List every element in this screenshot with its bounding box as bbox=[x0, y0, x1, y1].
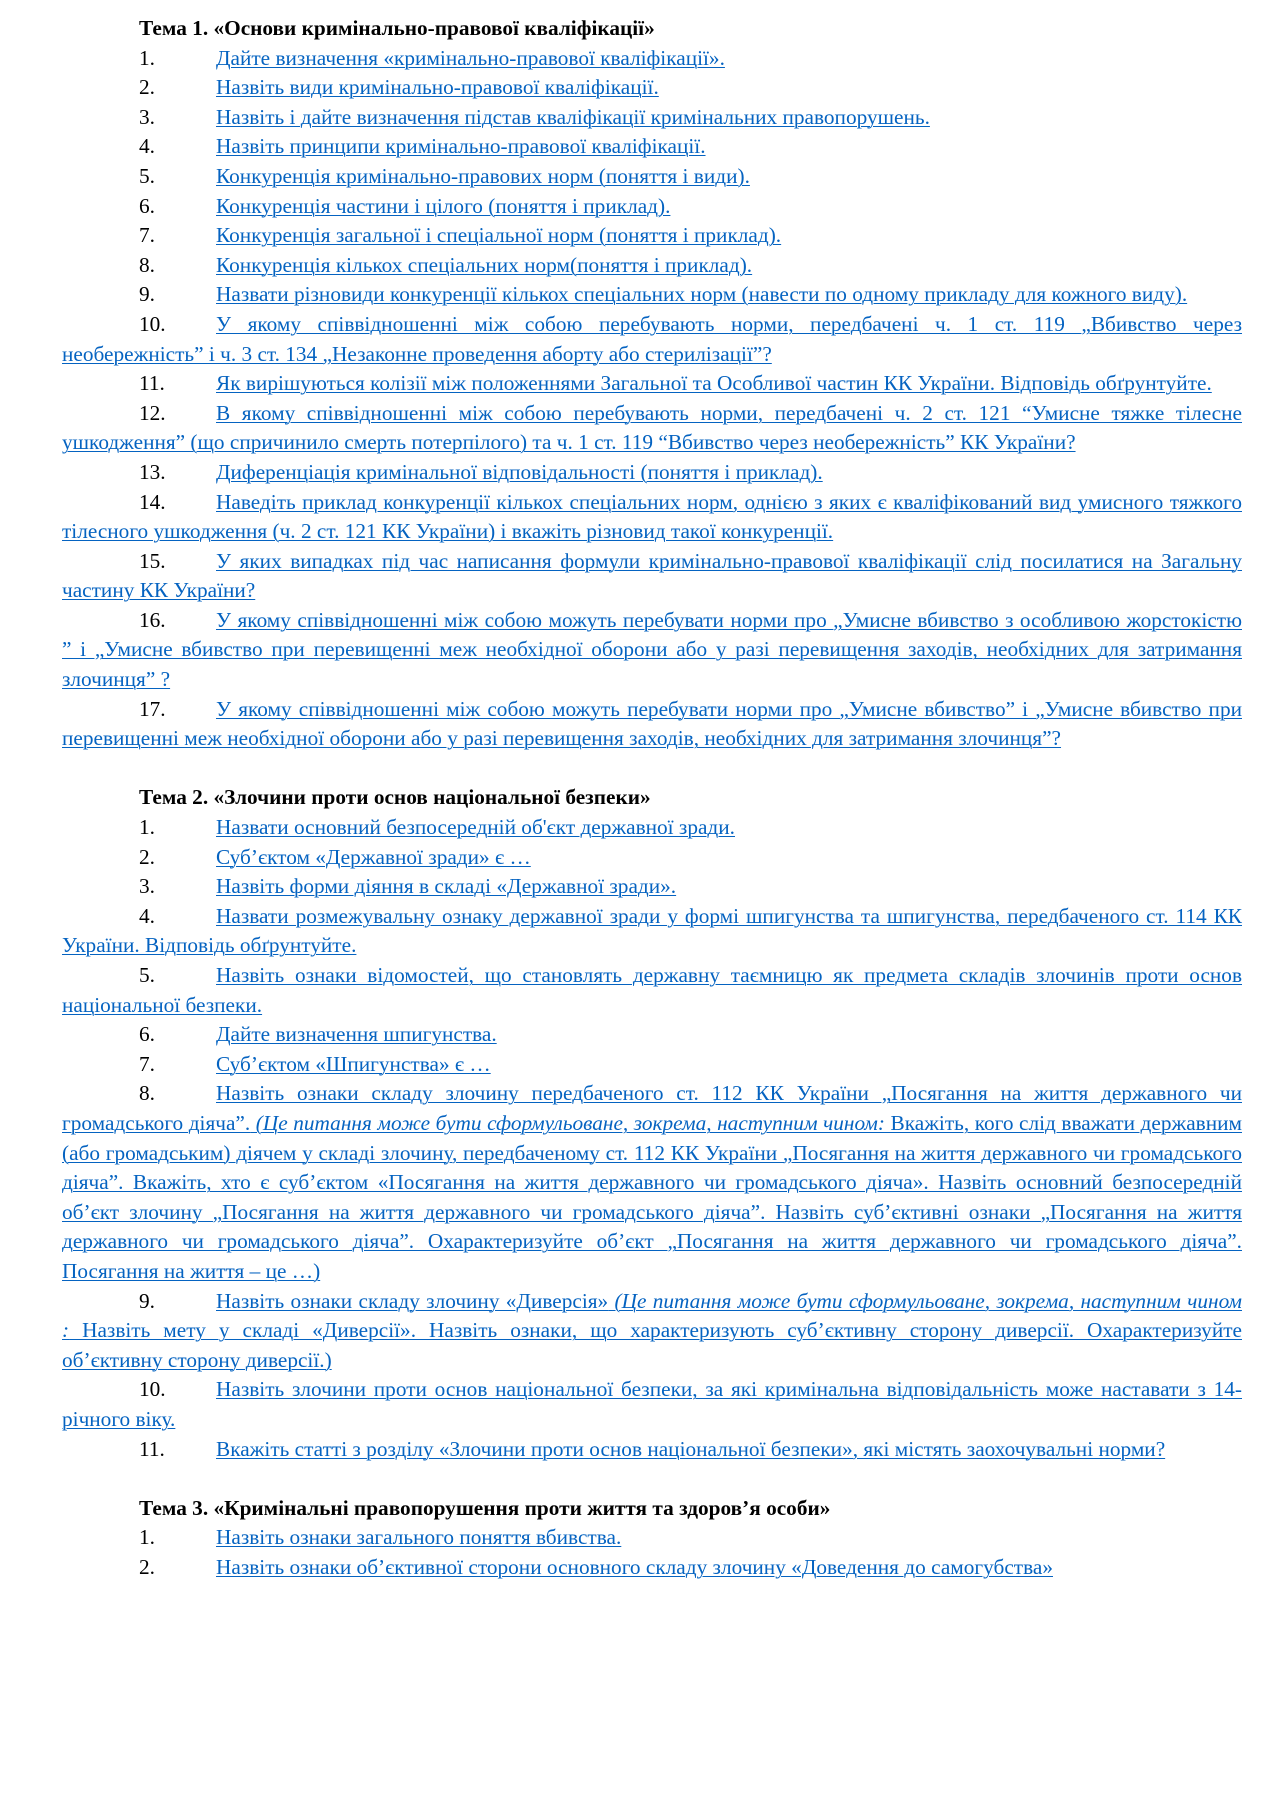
question-link[interactable]: Назвіть ознаки відомостей, що становлять державну таємницю як предмета складів злочинів проти основ національної безпеки. bbox=[62, 963, 1242, 1017]
question-item bbox=[62, 162, 1242, 192]
question-number: 7. bbox=[139, 1051, 155, 1076]
question-link[interactable]: Як вирішуються колізії між положеннями Загальної та Особливої частин КК України. Відповідь обґрунтуйте. bbox=[216, 371, 1212, 396]
question-number: 2. bbox=[139, 75, 155, 100]
question-main-text: Назвіть ознаки складу злочину передбаченого ст. 112 КК України „Посягання на життя державного чи громадського діяча”. bbox=[62, 1081, 1242, 1135]
question-link[interactable]: Назвіть ознаки об’єктивної сторони основного складу злочину «Доведення до самогубства» bbox=[216, 1554, 1053, 1579]
question-link[interactable]: Суб’єктом «Шпигунства» є … bbox=[216, 1051, 491, 1076]
question-number: 2. bbox=[139, 1554, 155, 1579]
question-extra-text: Назвіть мету у складі «Диверсії». Назвіть ознаки, що характеризують суб’єктивну сторону диверсії. Охарактеризуйте об’єктивну сторону диверсії.) bbox=[62, 1318, 1242, 1372]
question-item bbox=[62, 488, 1242, 547]
question-item bbox=[62, 44, 1242, 74]
question-number: 5. bbox=[139, 963, 155, 987]
question-number: 1. bbox=[139, 1525, 155, 1550]
question-link[interactable]: Назвати різновиди конкуренції кількох спеціальних норм (навести по одному прикладу для кожного виду). bbox=[216, 282, 1188, 307]
question-number: 8. bbox=[139, 1081, 155, 1106]
topic-1-section bbox=[62, 14, 1242, 754]
question-number: 11. bbox=[139, 1436, 165, 1461]
question-link[interactable]: Назвати основний безпосередній об'єкт державної зради. bbox=[216, 815, 735, 840]
question-item bbox=[62, 73, 1242, 103]
question-number: 2. bbox=[139, 844, 155, 869]
question-number: 6. bbox=[139, 1022, 155, 1047]
question-number: 1. bbox=[139, 815, 155, 840]
question-link[interactable]: У якому співвідношенні між собою можуть перебувати норми про „Умисне вбивство з особливою жорстокістю ” і „Умисне вбивство при перевищенні меж необхідної оборони або у разі перевищення заходів, необхідних для затримання злочинця” ? bbox=[62, 607, 1242, 692]
question-item bbox=[62, 872, 1242, 902]
question-item bbox=[62, 813, 1242, 843]
question-link[interactable]: Назвіть ознаки загального поняття вбивства. bbox=[216, 1525, 622, 1550]
question-link[interactable]: Конкуренція кримінально-правових норм (поняття і види). bbox=[216, 163, 750, 188]
question-number: 7. bbox=[139, 223, 155, 248]
question-item bbox=[62, 1020, 1242, 1050]
question-number: 4. bbox=[139, 134, 155, 159]
question-link[interactable]: Назвіть принципи кримінально-правової кваліфікації. bbox=[216, 134, 706, 159]
question-number: 3. bbox=[139, 874, 155, 899]
question-item bbox=[62, 310, 1242, 369]
question-number: 1. bbox=[139, 45, 155, 70]
section-spacer bbox=[62, 754, 1242, 784]
topic-2-section bbox=[62, 783, 1242, 1464]
question-number: 9. bbox=[139, 1288, 155, 1313]
topic-3-section bbox=[62, 1494, 1242, 1583]
question-item bbox=[62, 369, 1242, 399]
question-number: 14. bbox=[139, 489, 166, 514]
question-italic-note: (Це питання може бути сформульоване, зокрема, наступним чином: bbox=[250, 1110, 885, 1135]
topic-1-title: Тема 1. «Основи кримінально-правової кваліфікації» bbox=[139, 16, 655, 40]
question-number: 10. bbox=[139, 1377, 166, 1402]
question-link[interactable]: Дайте визначення «кримінально-правової кваліфікації». bbox=[216, 45, 725, 70]
question-number: 9. bbox=[139, 282, 155, 307]
question-number: 3. bbox=[139, 104, 155, 129]
question-item bbox=[62, 1523, 1242, 1553]
question-number: 17. bbox=[139, 696, 166, 721]
question-number: 4. bbox=[139, 903, 155, 928]
question-link[interactable]: У якому співвідношенні між собою можуть перебувати норми про „Умисне вбивство” і „Умисне вбивство при перевищенні меж необхідної оборони або у разі перевищення заходів, необхідних для затримання злочинця”? bbox=[62, 696, 1242, 751]
question-number: 12. bbox=[139, 400, 166, 425]
question-link[interactable]: Вкажіть статті з розділу «Злочини проти основ національної безпеки», які містять заохочувальні норми? bbox=[216, 1436, 1166, 1461]
question-item bbox=[62, 1287, 1242, 1376]
question-item bbox=[62, 458, 1242, 488]
question-number: 16. bbox=[139, 607, 166, 632]
question-number: 8. bbox=[139, 252, 155, 277]
question-extra-text: Вкажіть, кого слід вважати державним (або громадським) діячем у складі злочину, передбаченому ст. 112 КК України „Посягання на життя державного чи громадського діяча”. Вкажіть, хто є суб’єктом «Посягання на життя державного чи громадського діяча». Назвіть основний безпосередній об’єкт злочину „Посягання на життя державного чи громадського діяча”. Назвіть суб’єктивні ознаки „Посягання на життя державного чи громадського діяча”. Охарактеризуйте об’єкт „Посягання на життя державного чи громадського діяча”. Посягання на життя – це …) bbox=[62, 1110, 1242, 1283]
question-item bbox=[62, 961, 1242, 1020]
question-item bbox=[62, 280, 1242, 310]
question-number: 10. bbox=[139, 311, 166, 336]
question-link[interactable]: Назвіть і дайте визначення підстав кваліфікації кримінальних правопорушень. bbox=[216, 104, 930, 129]
question-link[interactable]: Конкуренція загальної і спеціальної норм (поняття і приклад). bbox=[216, 223, 782, 248]
question-item bbox=[62, 606, 1242, 695]
question-link[interactable]: Назвіть форми діяння в складі «Державної зради». bbox=[216, 874, 677, 899]
question-main-text: Назвіть ознаки складу злочину «Диверсія» bbox=[216, 1288, 609, 1313]
question-item bbox=[62, 695, 1242, 754]
question-number: 13. bbox=[139, 459, 166, 484]
topic-2-title: Тема 2. «Злочини проти основ національної безпеки» bbox=[139, 785, 651, 810]
question-link[interactable]: В якому співвідношенні між собою перебувають норми, передбачені ч. 2 ст. 121 “Умисне тяжке тілесне ушкодження” (що спричинило смерть потерпілого) та ч. 1 ст. 119 “Вбивство через необережність” КК України? bbox=[62, 400, 1242, 455]
question-item bbox=[62, 1553, 1242, 1583]
section-spacer bbox=[62, 1464, 1242, 1494]
question-link[interactable]: Диференціація кримінальної відповідальності (поняття і приклад). bbox=[216, 459, 823, 484]
question-item bbox=[62, 103, 1242, 133]
question-number: 6. bbox=[139, 193, 155, 218]
question-item bbox=[62, 1050, 1242, 1080]
question-item bbox=[62, 547, 1242, 606]
question-link[interactable]: Суб’єктом «Державної зради» є … bbox=[216, 844, 531, 869]
question-item bbox=[62, 1435, 1242, 1465]
question-link[interactable] bbox=[62, 1289, 1242, 1372]
question-link[interactable]: У яких випадках під час написання формули кримінально-правової кваліфікації слід посилатися на Загальну частину КК України? bbox=[62, 548, 1242, 603]
question-item bbox=[62, 1375, 1242, 1434]
question-item bbox=[62, 902, 1242, 961]
question-italic-note: (Це питання може бути сформульоване, зокрема, наступним чином : bbox=[62, 1288, 1242, 1343]
question-item bbox=[62, 399, 1242, 458]
question-link[interactable]: Конкуренція кількох спеціальних норм(поняття і приклад). bbox=[216, 252, 753, 277]
question-link[interactable]: Назвіть злочини проти основ національної безпеки, за які кримінальна відповідальність може наставати з 14-річного віку. bbox=[62, 1377, 1242, 1431]
question-item bbox=[62, 192, 1242, 222]
question-number: 5. bbox=[139, 163, 155, 188]
question-link[interactable]: Конкуренція частини і цілого (поняття і приклад). bbox=[216, 193, 671, 218]
question-link[interactable]: Наведіть приклад конкуренції кількох спеціальних норм, однією з яких є кваліфікований вид умисного тяжкого тілесного ушкодження (ч. 2 ст. 121 КК України) і вкажіть різновид такої конкуренції. bbox=[62, 489, 1242, 544]
question-item bbox=[62, 132, 1242, 162]
question-number: 15. bbox=[139, 548, 166, 573]
question-link[interactable]: У якому співвідношенні між собою перебувають норми, передбачені ч. 1 ст. 119 „Вбивство через необережність” і ч. 3 ст. 134 „Незаконне проведення аборту або стерилізації”? bbox=[62, 311, 1242, 366]
topic-3-title: Тема 3. «Кримінальні правопорушення проти життя та здоров’я особи» bbox=[139, 1495, 831, 1520]
question-item bbox=[62, 843, 1242, 873]
question-item bbox=[62, 1079, 1242, 1286]
question-link[interactable]: Назвіть види кримінально-правової кваліфікації. bbox=[216, 75, 659, 100]
question-item bbox=[62, 221, 1242, 251]
question-link[interactable] bbox=[62, 1081, 1242, 1283]
question-link[interactable]: Назвати розмежувальну ознаку державної зради у формі шпигунства та шпигунства, передбаченого ст. 114 КК України. Відповідь обґрунтуйте. bbox=[62, 903, 1242, 958]
question-item bbox=[62, 251, 1242, 281]
question-number: 11. bbox=[139, 371, 165, 396]
question-link[interactable]: Дайте визначення шпигунства. bbox=[216, 1022, 497, 1047]
